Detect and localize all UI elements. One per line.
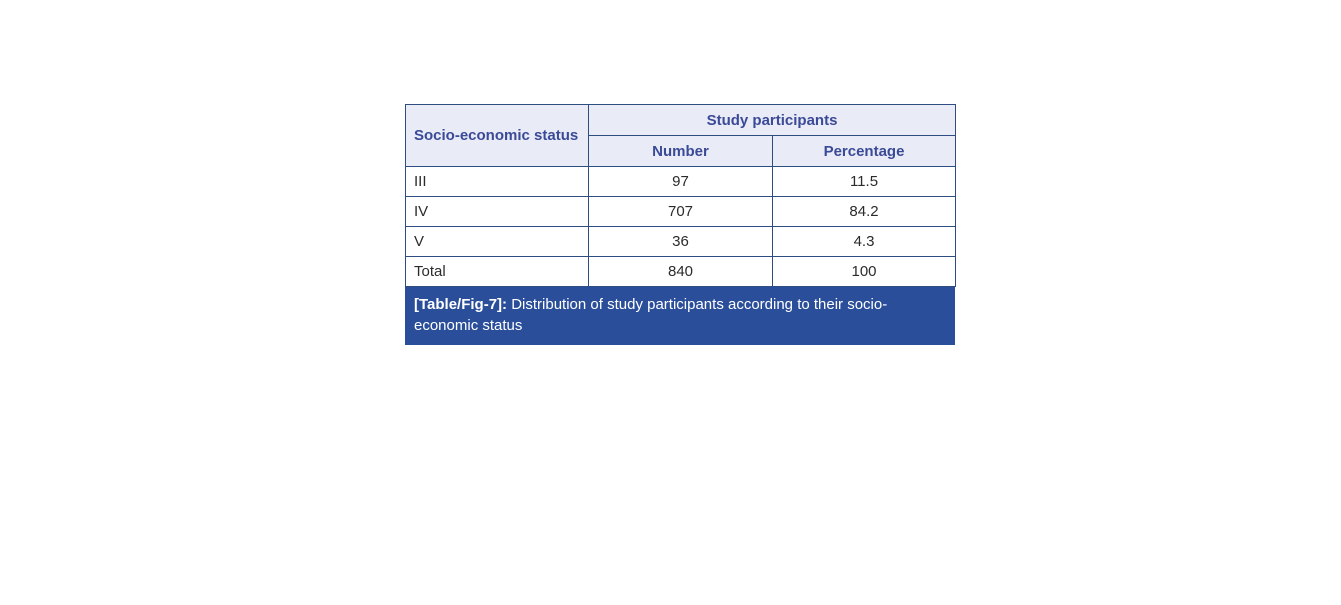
table-row-total	[406, 257, 956, 287]
cell-number: 36	[589, 227, 773, 257]
column-header-socioeconomic-status: Socio-economic status	[406, 105, 589, 167]
cell-category: Total	[406, 257, 589, 287]
cell-percentage: 4.3	[773, 227, 956, 257]
table-caption	[405, 287, 955, 345]
cell-number: 97	[589, 167, 773, 197]
cell-category: V	[406, 227, 589, 257]
cell-number: 707	[589, 197, 773, 227]
cell-percentage: 84.2	[773, 197, 956, 227]
cell-category: III	[406, 167, 589, 197]
cell-number: 840	[589, 257, 773, 287]
cell-percentage: 100	[773, 257, 956, 287]
table-row	[406, 227, 956, 257]
column-header-number: Number	[589, 136, 773, 167]
cell-category: IV	[406, 197, 589, 227]
column-header-percentage: Percentage	[773, 136, 956, 167]
socioeconomic-status-table	[405, 104, 956, 287]
table-row	[406, 197, 956, 227]
table-row	[406, 167, 956, 197]
table-caption-text: Distribution of study participants according to their socio-economic status	[414, 296, 888, 334]
cell-percentage: 11.5	[773, 167, 956, 197]
table-header-row-group	[406, 105, 956, 136]
column-group-header-study-participants: Study participants	[589, 105, 956, 136]
table-caption-label: [Table/Fig-7]:	[414, 296, 508, 313]
table-fig-7	[405, 104, 955, 345]
